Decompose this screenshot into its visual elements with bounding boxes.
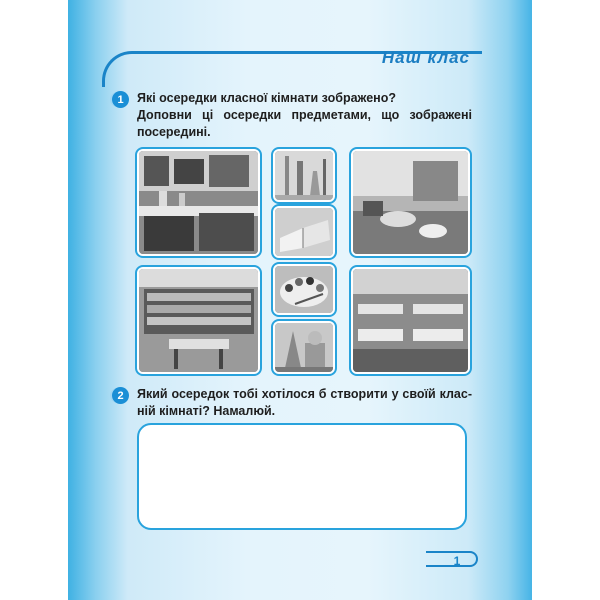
- task-1-number-badge: 1: [112, 91, 129, 108]
- lab-glassware-photo: [273, 149, 335, 202]
- task-2-line-2: ній кімнаті? Намалюй.: [137, 404, 276, 418]
- paint-palette-photo: [273, 264, 335, 315]
- classroom-desks-photo: [351, 267, 470, 374]
- task-1-line-3: посередині.: [137, 125, 211, 139]
- task-1-text: [137, 90, 472, 141]
- task-2-text: [137, 386, 472, 420]
- task-2-line-1: Який осередок тобі хотілося б створити у своїй клас-: [137, 387, 472, 401]
- page-title: Наш клас: [381, 48, 470, 67]
- science-lab-photo: [137, 149, 260, 256]
- library-photo: [137, 267, 260, 374]
- drawing-area[interactable]: [137, 423, 467, 530]
- task-2-number-badge: 2: [112, 387, 129, 404]
- page-number: 1: [438, 551, 478, 567]
- task-1-line-2: Доповни ці осередки предметами, що зображені: [137, 108, 472, 122]
- task-1-line-1: Які осередки класної кімнати зображено?: [137, 91, 396, 105]
- play-corner-photo: [351, 149, 470, 256]
- open-book-photo: [273, 206, 335, 258]
- toys-photo: [273, 321, 335, 374]
